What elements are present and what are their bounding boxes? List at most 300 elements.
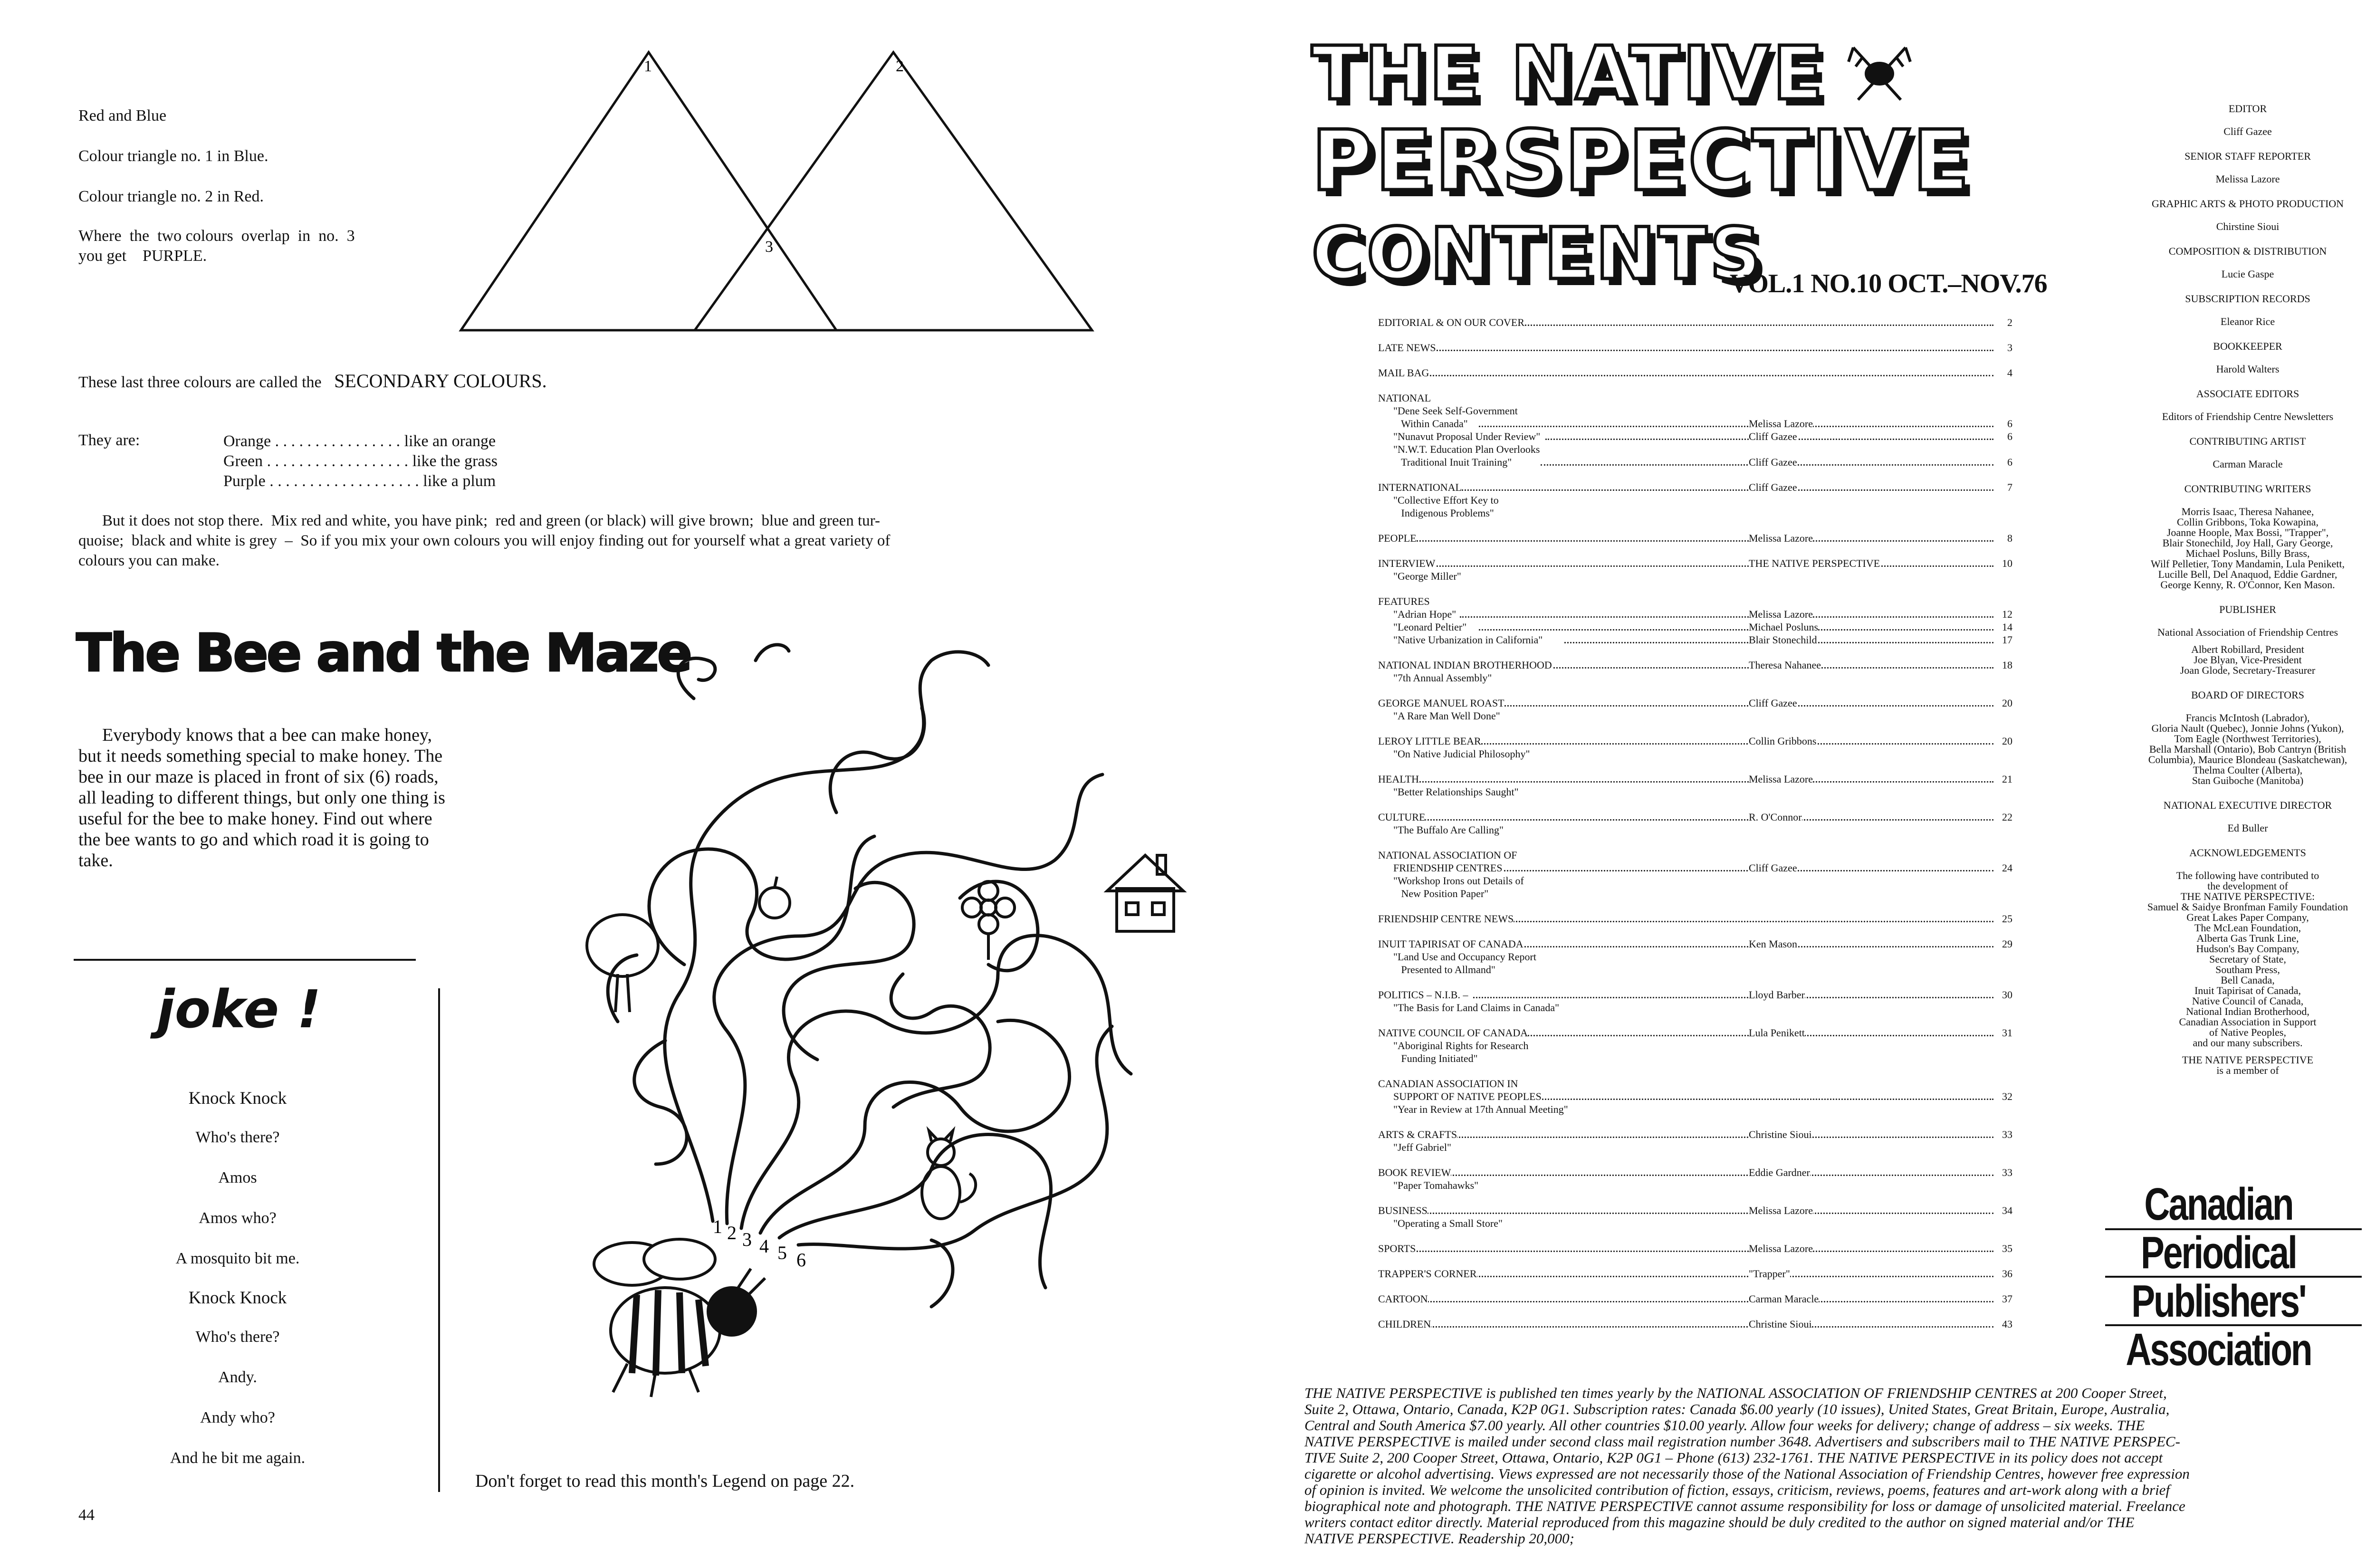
masthead-line-1: THE NATIVE	[1312, 30, 1826, 116]
notice-line: biographical note and photograph. THE NATIVE PERSPECTIVE cannot assume responsibility for loss or damage of unsolicited material. Freelance	[1304, 1498, 2185, 1514]
toc-page: 36	[2002, 1268, 2012, 1280]
staff-name: Wilf Pelletier, Tony Mandamin, Lula Penikett,	[2150, 558, 2345, 570]
toc-section	[1378, 366, 2012, 379]
maze-loop	[634, 1041, 687, 1164]
notice-line: THE NATIVE PERSPECTIVE is published ten times yearly by the NATIONAL ASSOCIATION OF FRIENDSHIP CENTRES at 200 Cooper Street,	[1304, 1385, 2167, 1401]
bee-body-line: bee in our maze is placed in front of six (6) roads,	[78, 767, 439, 787]
toc-section	[1378, 532, 2012, 545]
bee-maze-body	[78, 725, 568, 871]
toc-section	[1378, 1077, 2012, 1090]
toc-section	[1378, 735, 2012, 747]
toc-title: FRIENDSHIP CENTRES	[1378, 862, 1503, 874]
toc-author: Melissa Lazore	[1749, 773, 1813, 785]
toc-page: 32	[2002, 1090, 2012, 1102]
secondary-term: SECONDARY COLOURS.	[334, 370, 547, 392]
staff-name: Hudson's Bay Company,	[2196, 943, 2299, 955]
toc-section	[1378, 937, 2012, 950]
bee-body-line: Everybody knows that a bee can make honey,	[102, 725, 432, 745]
toc-page: 37	[2002, 1293, 2012, 1305]
toc-author: Cliff Gazee	[1749, 481, 1797, 493]
toc-section	[1378, 811, 2012, 823]
bee-body-line: useful for the bee to make honey. Find out where	[78, 809, 432, 829]
staff-name: and our many subscribers.	[2193, 1037, 2303, 1049]
toc-author: Lloyd Barber	[1749, 989, 1805, 1001]
staff-role: BOARD OF DIRECTORS	[2191, 689, 2304, 701]
staff-name: Great Lakes Paper Company,	[2186, 911, 2309, 923]
paragraph-line: colours you can make.	[78, 552, 220, 569]
toc-author: THE NATIVE PERSPECTIVE	[1749, 557, 1880, 569]
staff-name: National Indian Brotherhood,	[2186, 1005, 2309, 1017]
joke-line: Who's there?	[195, 1328, 280, 1346]
leader-dots: . . . . . . . . . . . . . . . .	[271, 432, 404, 450]
notice-line: NATIVE PERSPECTIVE is mailed under second class mail registration number 3648. Advertisers and subscribers mail to THE NATIVE PERSPEC-	[1304, 1433, 2180, 1450]
toc-article	[1378, 494, 2012, 507]
bee-maze-illustration	[570, 632, 1212, 1468]
publication-notice	[1304, 1385, 2376, 1547]
toc-page: 35	[2002, 1243, 2012, 1254]
toc-section	[1378, 1242, 2012, 1255]
toc-article	[1378, 823, 2012, 836]
toc-section	[1378, 316, 2012, 329]
staff-name: Ed Buller	[2227, 822, 2268, 834]
overlapping-triangles-diagram	[428, 43, 1140, 347]
staff-name: The following have contributed to	[2176, 870, 2319, 881]
colour-heading: Red and Blue	[78, 107, 167, 124]
toc-article	[1378, 1039, 2012, 1052]
toc-page: 20	[2002, 697, 2012, 709]
toc-article	[1378, 1001, 2012, 1014]
staff-role: CONTRIBUTING ARTIST	[2189, 435, 2306, 447]
toc-author: Cliff Gazee	[1749, 430, 1797, 442]
toc-title: "Native Urbanization in California"	[1378, 634, 1542, 646]
staff-name: Tom Eagle (Northwest Territories),	[2174, 733, 2321, 745]
toc-section	[1378, 773, 2012, 785]
toc-title: FEATURES	[1378, 595, 1430, 607]
toc-article	[1378, 1179, 2012, 1192]
they-are-label: They are:	[78, 431, 140, 449]
toc-title: "Better Relationships Saught"	[1378, 786, 1519, 798]
toc-article	[1378, 1217, 2012, 1230]
toc-article	[1378, 1090, 2012, 1103]
logo-line: Association	[2126, 1324, 2311, 1375]
toc-author: R. O'Connor	[1749, 811, 1802, 823]
page-number: 44	[78, 1506, 95, 1524]
toc-page: 29	[2002, 938, 2012, 950]
joke-line: Knock Knock	[188, 1288, 287, 1308]
maze-moon	[756, 645, 789, 660]
paragraph-line: But it does not stop there. Mix red and white, you have pink; red and green (or black) will give brown; blue and green tur-	[102, 512, 880, 529]
toc-title: "7th Annual Assembly"	[1378, 672, 1492, 684]
toc-author: Melissa Lazore	[1749, 1243, 1813, 1254]
toc-article	[1378, 950, 2012, 963]
toc-section	[1378, 481, 2012, 494]
logo-line: Canadian	[2144, 1179, 2293, 1230]
toc-title: "Jeff Gabriel"	[1378, 1141, 1451, 1153]
toc-article	[1378, 633, 2012, 646]
colour-name: Green	[223, 452, 263, 470]
triangle-label-1: 1	[644, 57, 652, 75]
toc-page: 22	[2002, 811, 2012, 823]
toc-title: "Collective Effort Key to	[1378, 494, 1499, 506]
toc-page: 17	[2002, 634, 2012, 646]
toc-section	[1378, 988, 2012, 1001]
road-number: 2	[727, 1222, 737, 1243]
staff-role: ASSOCIATE EDITORS	[2196, 388, 2299, 400]
triangle-label-2: 2	[896, 57, 904, 75]
bee-maze-title: The Bee and the Maze	[76, 622, 691, 683]
staff-name: Albert Robillard, President	[2191, 643, 2304, 655]
staff-name: Canadian Association in Support	[2179, 1016, 2317, 1028]
toc-article	[1378, 621, 2012, 633]
road-number: 4	[759, 1235, 769, 1257]
masthead-line-2: PERSPECTIVE	[1312, 113, 1973, 210]
logo-line: Periodical	[2141, 1227, 2296, 1278]
road-number: 6	[796, 1249, 806, 1271]
toc-author: Melissa Lazore	[1749, 532, 1813, 544]
toc-section	[1378, 1204, 2012, 1217]
staff-name: Columbia), Maurice Blondeau (Saskatchewan),	[2148, 754, 2347, 765]
staff-name: Samuel & Saidye Bronfman Family Foundation	[2147, 901, 2348, 913]
toc-title: "N.W.T. Education Plan Overlooks	[1378, 443, 1540, 455]
road-number: 3	[742, 1229, 752, 1250]
cppa-logo	[2105, 1181, 2371, 1380]
toc-article	[1378, 861, 2012, 874]
colour-instruction-3a: Where the two colours overlap in no. 3	[78, 227, 355, 245]
toc-author: Collin Gribbons	[1749, 735, 1817, 747]
maze-loop	[678, 658, 715, 698]
colour-description: like an orange	[404, 432, 496, 450]
staff-name: Thelma Coulter (Alberta),	[2193, 764, 2303, 776]
staff-name: Editors of Friendship Centre Newsletters	[2162, 411, 2334, 422]
toc-title: SUPPORT OF NATIVE PEOPLES	[1378, 1090, 1542, 1102]
toc-section	[1378, 1166, 2012, 1179]
staff-name: THE NATIVE PERSPECTIVE:	[2180, 890, 2315, 902]
bee-body-line: take.	[78, 851, 113, 870]
toc-article	[1378, 785, 2012, 798]
staff-name: Stan Guiboche (Manitoba)	[2192, 774, 2304, 786]
toc-title: "Leonard Peltier"	[1378, 621, 1466, 633]
staff-name: is a member of	[2216, 1064, 2279, 1076]
colour-instruction-3b: you get PURPLE.	[78, 247, 207, 265]
secondary-intro-text: These last three colours are called the	[78, 373, 322, 391]
toc-title: New Position Paper"	[1378, 888, 1488, 899]
toc-title: SPORTS	[1378, 1243, 1416, 1254]
toc-page: 24	[2002, 862, 2012, 874]
toc-title: "Year in Review at 17th Annual Meeting"	[1378, 1103, 1568, 1115]
paragraph-line: quoise; black and white is grey – So if you mix your own colours you will enjoy finding out for yourself what a great variety of	[78, 532, 891, 549]
staff-name: Gloria Nault (Quebec), Jonnie Johns (Yukon),	[2151, 722, 2344, 734]
staff-name: Inuit Tapirisat of Canada,	[2194, 985, 2301, 996]
toc-page: 34	[2002, 1205, 2012, 1216]
joke-line: A mosquito bit me.	[175, 1250, 300, 1267]
staff-name: The McLean Foundation,	[2194, 922, 2301, 934]
toc-title: TRAPPER'S CORNER	[1378, 1268, 1477, 1280]
toc-author: Eddie Gardner	[1749, 1166, 1810, 1178]
triangle-1	[461, 52, 836, 330]
leader-dots: . . . . . . . . . . . . . . . . . .	[263, 452, 412, 470]
toc-section	[1378, 595, 2012, 608]
toc-title: "The Basis for Land Claims in Canada"	[1378, 1002, 1559, 1013]
maze-loop	[830, 708, 924, 813]
toc-title: BUSINESS	[1378, 1205, 1428, 1216]
legend-reminder: Don't forget to read this month's Legend on page 22.	[475, 1471, 855, 1491]
toc-title: FRIENDSHIP CENTRE NEWS	[1378, 913, 1514, 925]
toc-author: Lula Penikett	[1749, 1027, 1805, 1039]
toc-title: Funding Initiated"	[1378, 1052, 1478, 1064]
staff-name: George Kenny, R. O'Connor, Ken Mason.	[2160, 579, 2335, 591]
staff-name: Lucille Bell, Del Anaquod, Eddie Gardner,	[2158, 568, 2338, 580]
notice-line: of opinion is invited. We welcome the unsolicited contribution of fiction, essays, criticism, reviews, poems, features and art-work along with a brief	[1304, 1482, 2170, 1498]
toc-article	[1378, 709, 2012, 722]
toc-title: "Nunavut Proposal Under Review"	[1378, 430, 1540, 442]
toc-author: Cliff Gazee	[1749, 456, 1797, 468]
toc-section	[1378, 557, 2012, 570]
notice-line: Central and South America $7.00 yearly. All other countries $10.00 yearly. Allow four weeks for delivery; change of address – six weeks. THE	[1304, 1417, 2145, 1434]
toc-page: 14	[2002, 621, 2012, 633]
logo-line: Publishers'	[2131, 1276, 2306, 1327]
colour-description: like a plum	[423, 472, 496, 490]
toc-title: EDITORIAL & ON OUR COVER	[1378, 316, 1524, 328]
joke-line: Andy.	[218, 1368, 257, 1386]
colour-list-item	[223, 472, 496, 490]
toc-section	[1378, 392, 2012, 404]
triangle-2	[695, 52, 1092, 330]
toc-article	[1378, 1103, 2012, 1116]
toc-author: Michael Posluns	[1749, 621, 1819, 633]
joke-title: joke !	[157, 979, 321, 1040]
toc-title: "Land Use and Occupancy Report	[1378, 951, 1536, 963]
toc-page: 4	[2007, 367, 2012, 379]
toc-article	[1378, 963, 2012, 976]
toc-title: "Dene Seek Self-Government	[1378, 405, 1518, 417]
toc-title: NATIONAL	[1378, 392, 1431, 404]
toc-page: 20	[2002, 735, 2012, 747]
toc-article	[1378, 747, 2012, 760]
staff-name: Southam Press,	[2215, 964, 2280, 975]
notice-line: writers contact editor directly. Material reproduced from this magazine should be duly credited to the author on signed material and/or THE	[1304, 1514, 2135, 1530]
staff-role: ACKNOWLEDGEMENTS	[2189, 847, 2306, 859]
toc-title: INTERNATIONAL	[1378, 481, 1462, 493]
tree-icon	[587, 915, 658, 1012]
maze-road	[665, 652, 988, 1221]
joke-side-rule	[438, 988, 440, 1492]
toc-author: Blair Stonechild	[1749, 634, 1817, 646]
colour-paragraph	[78, 511, 1138, 571]
staff-name: Secretary of State,	[2209, 953, 2286, 965]
toc-article	[1378, 887, 2012, 900]
staff-name: Michael Posluns, Billy Brass,	[2185, 547, 2310, 559]
toc-section	[1378, 1318, 2012, 1330]
maze-loop	[649, 836, 874, 965]
toc-title: HEALTH	[1378, 773, 1419, 785]
toc-title: NATIVE COUNCIL OF CANADA	[1378, 1027, 1528, 1039]
staff-role: PUBLISHER	[2219, 603, 2276, 615]
notice-line: cigarette or alcohol advertising. Views expressed are not necessarily those of the National Association of Friendship Centres, however free expression	[1304, 1465, 2190, 1482]
colour-name: Purple	[223, 472, 266, 490]
toc-section	[1378, 659, 2012, 671]
toc-author: Ken Mason	[1749, 938, 1798, 950]
toc-title: Within Canada"	[1378, 418, 1468, 430]
toc-title: CHILDREN	[1378, 1318, 1431, 1330]
toc-title: "Operating a Small Store"	[1378, 1217, 1503, 1229]
staff-name: the development of	[2207, 880, 2288, 892]
toc-title: CULTURE	[1378, 811, 1426, 823]
joke-line: Andy who?	[200, 1409, 275, 1426]
staff-role: BOOKKEEPER	[2213, 340, 2282, 352]
staff-name: Joe Blyan, Vice-President	[2194, 654, 2302, 666]
feathers-emblem-icon	[1844, 38, 1915, 109]
toc-page: 2	[2007, 316, 2012, 328]
staff-name: Morris Isaac, Theresa Nahanee,	[2181, 506, 2314, 517]
toc-article	[1378, 507, 2012, 519]
toc-article	[1378, 443, 2012, 456]
toc-title: "Aboriginal Rights for Research	[1378, 1040, 1529, 1052]
toc-section	[1378, 912, 2012, 925]
toc-page: 12	[2002, 608, 2012, 620]
toc-page: 18	[2002, 659, 2012, 671]
staff-name: Joanne Hoople, Max Bossi, "Trapper",	[2166, 526, 2329, 538]
toc-page: 33	[2002, 1128, 2012, 1140]
toc-title: "George Miller"	[1378, 570, 1461, 582]
staff-name: Joan Glode, Secretary-Treasurer	[2180, 664, 2316, 676]
joke-line: And he bit me again.	[170, 1449, 306, 1467]
toc-title: PEOPLE	[1378, 532, 1417, 544]
bee-body-line: all leading to different things, but only one thing is	[78, 788, 445, 808]
toc-article	[1378, 1141, 2012, 1154]
staff-name: Carman Maracle	[2213, 458, 2283, 470]
staff-role: NATIONAL EXECUTIVE DIRECTOR	[2163, 799, 2332, 811]
toc-section	[1378, 1267, 2012, 1280]
bee-body-line: but it needs something special to make honey. The	[78, 746, 443, 766]
road-number: 1	[713, 1216, 722, 1237]
toc-author: Christine Sioui	[1749, 1128, 1812, 1140]
toc-page: 43	[2002, 1318, 2012, 1330]
staff-name: Harold Walters	[2216, 363, 2280, 375]
toc-title: GEORGE MANUEL ROAST	[1378, 697, 1504, 709]
staff-name: Francis McIntosh (Labrador),	[2185, 712, 2310, 724]
colour-instruction-1: Colour triangle no. 1 in Blue.	[78, 147, 268, 165]
joke-line: Knock Knock	[188, 1089, 287, 1108]
toc-author: Cliff Gazee	[1749, 862, 1797, 874]
staff-name: Blair Stonechild, Joy Hall, Gary George,	[2162, 537, 2333, 549]
toc-article	[1378, 404, 2012, 417]
toc-title: NATIONAL INDIAN BROTHERHOOD	[1378, 659, 1552, 671]
toc-article	[1378, 456, 2012, 468]
toc-author: Melissa Lazore	[1749, 608, 1813, 620]
staff-name: Alberta Gas Trunk Line,	[2196, 932, 2299, 944]
toc-page: 21	[2002, 773, 2012, 785]
toc-page: 25	[2002, 913, 2012, 925]
toc-author: Carman Maracle	[1749, 1293, 1819, 1305]
staff-name: of Native Peoples,	[2209, 1026, 2286, 1038]
toc-title: Indigenous Problems"	[1378, 507, 1494, 519]
toc-article	[1378, 608, 2012, 621]
toc-page: 10	[2002, 557, 2012, 569]
toc-section	[1378, 849, 2012, 861]
toc-section	[1378, 697, 2012, 709]
contents-heading: CONTENTS	[1312, 213, 1764, 296]
toc-title: ARTS & CRAFTS	[1378, 1128, 1457, 1140]
secondary-intro	[78, 370, 547, 392]
toc-title: CANADIAN ASSOCIATION IN	[1378, 1078, 1518, 1090]
toc-title: "On Native Judicial Philosophy"	[1378, 748, 1530, 760]
notice-line: TIVE Suite 2, 200 Cooper Street, Ottawa, Ontario, K2P 0G1 – Phone (613) 232-1761. THE NATIVE PERSPECTIVE in its policy does not accept	[1304, 1449, 2163, 1466]
toc-page: 6	[2007, 456, 2012, 468]
colour-list-item	[223, 432, 496, 450]
toc-title: LEROY LITTLE BEAR	[1378, 735, 1481, 747]
staff-name: National Association of Friendship Centres	[2157, 626, 2338, 638]
maze-end	[608, 955, 637, 1022]
staff-role: SUBSCRIPTION RECORDS	[2185, 293, 2310, 305]
maze-end	[931, 1240, 953, 1307]
staff-name: Bella Marshall (Ontario), Bob Cantryn (British	[2149, 743, 2347, 755]
staff-name: Native Council of Canada,	[2192, 995, 2304, 1007]
toc-page: 7	[2007, 481, 2012, 493]
joke-line: Amos	[218, 1169, 257, 1186]
joke-top-rule	[74, 959, 416, 961]
maze-road	[714, 774, 1102, 1224]
toc-title: INTERVIEW	[1378, 557, 1436, 569]
issue-info: VOL.1 NO.10 OCT.–NOV.76	[1730, 269, 2047, 298]
notice-line: NATIVE PERSPECTIVE. Readership 20,000;	[1304, 1530, 1574, 1547]
toc-title: BOOK REVIEW	[1378, 1166, 1451, 1178]
toc-title: Traditional Inuit Training"	[1378, 456, 1512, 468]
toc-title: "Adrian Hope"	[1378, 608, 1456, 620]
toc-title: MAIL BAG	[1378, 367, 1429, 379]
house-icon	[1107, 855, 1183, 931]
staff-name: Collin Gribbons, Toka Kowapina,	[2176, 516, 2319, 528]
colour-description: like the grass	[412, 452, 498, 470]
toc-title: POLITICS – N.I.B. –	[1378, 989, 1468, 1001]
joke-line: Who's there?	[195, 1128, 280, 1146]
toc-title: Presented to Allmand"	[1378, 964, 1495, 975]
toc-author: Cliff Gazee	[1749, 697, 1797, 709]
toc-article	[1378, 874, 2012, 887]
staff-role: GRAPHIC ARTS & PHOTO PRODUCTION	[2151, 198, 2344, 210]
staff-name: Lucie Gaspe	[2221, 268, 2274, 280]
toc-section	[1378, 1128, 2012, 1141]
toc-author: "Trapper"	[1749, 1268, 1790, 1280]
toc-title: LATE NEWS	[1378, 342, 1436, 354]
toc-section	[1378, 1026, 2012, 1039]
toc-title: CARTOON	[1378, 1293, 1428, 1305]
staff-role: SENIOR STAFF REPORTER	[2184, 150, 2311, 162]
toc-page: 33	[2002, 1166, 2012, 1178]
staff-role: EDITOR	[2228, 103, 2267, 115]
staff-name: Cliff Gazee	[2223, 125, 2272, 137]
toc-page: 31	[2002, 1027, 2012, 1039]
toc-page: 6	[2007, 418, 2012, 430]
toc-author: Christine Sioui	[1749, 1318, 1812, 1330]
bee-body-line: the bee wants to go and which road it is going to	[78, 830, 429, 850]
joke-line: Amos who?	[199, 1209, 277, 1227]
colour-list-item	[223, 452, 498, 470]
toc-title: INUIT TAPIRISAT OF CANADA	[1378, 938, 1523, 950]
colour-name: Orange	[223, 432, 271, 450]
toc-title: "The Buffalo Are Calling"	[1378, 824, 1504, 836]
staff-role: COMPOSITION & DISTRIBUTION	[2168, 245, 2327, 257]
toc-title: "Paper Tomahawks"	[1378, 1179, 1478, 1191]
colour-instruction-2: Colour triangle no. 2 in Red.	[78, 188, 264, 205]
toc-article	[1378, 671, 2012, 684]
staff-name: Eleanor Rice	[2220, 316, 2275, 327]
toc-article	[1378, 430, 2012, 443]
toc-article	[1378, 570, 2012, 583]
notice-line: Suite 2, Ottawa, Ontario, Canada, K2P 0G1. Subscription rates: Canada $6.00 yearly (10 issues), United States, Great Britain, Europe, Australia,	[1304, 1401, 2170, 1417]
toc-author: Theresa Nahanee	[1749, 659, 1821, 671]
staff-role: CONTRIBUTING WRITERS	[2184, 483, 2311, 495]
staff-name: Bell Canada,	[2221, 974, 2275, 986]
